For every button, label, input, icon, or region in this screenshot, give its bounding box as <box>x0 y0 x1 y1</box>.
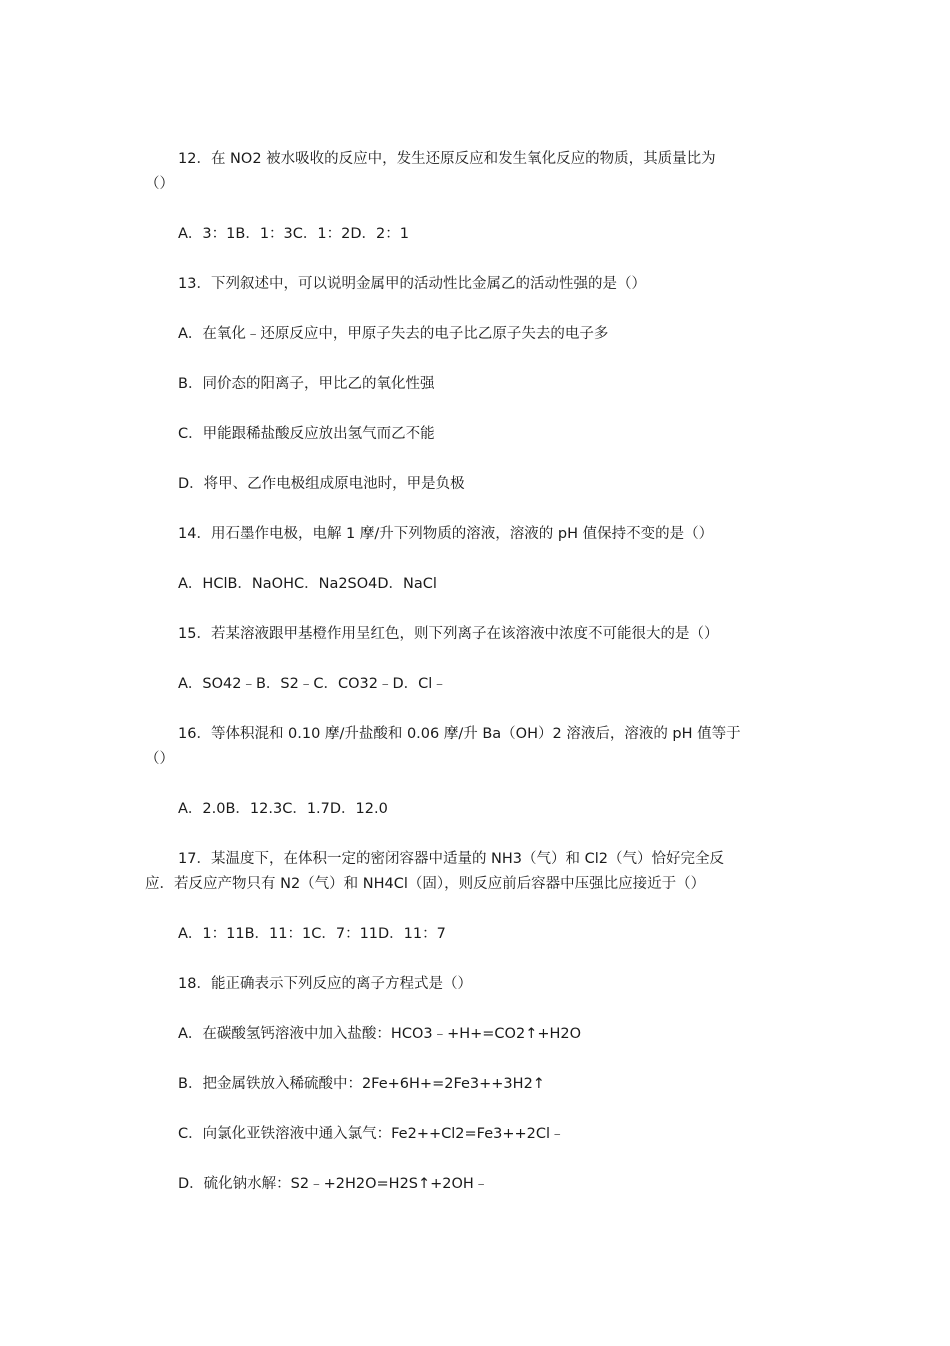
question-17-stem-line2: 应．若反应产物只有 N2（气）和 NH4Cl（固），则反应前后容器中压强比应接近于（） <box>145 876 706 892</box>
question-18-option-a: A．在碳酸氢钙溶液中加入盐酸：HCO3﹣+H+=CO2↑+H2O <box>178 1026 582 1042</box>
question-14-options: A．HClB．NaOHC．Na2SO4D．NaCl <box>178 576 437 592</box>
question-18-option-c: C．向氯化亚铁溶液中通入氯气：Fe2++Cl2=Fe3++2Cl﹣ <box>178 1126 565 1142</box>
question-16-stem-line1: 16．等体积混和 0.10 摩/升盐酸和 0.06 摩/升 Ba（OH）2 溶液后，溶液的 pH 值等于 <box>178 726 741 742</box>
question-12-stem-line1: 12．在 NO2 被水吸收的反应中，发生还原反应和发生氧化反应的物质，其质量比为 <box>178 151 716 167</box>
question-13-option-b: B．同价态的阳离子，甲比乙的氧化性强 <box>178 376 435 392</box>
question-18-stem: 18．能正确表示下列反应的离子方程式是（） <box>178 976 472 992</box>
question-14-stem: 14．用石墨作电极，电解 1 摩/升下列物质的溶液，溶液的 pH 值保持不变的是（） <box>178 526 714 542</box>
question-13-option-c: C．甲能跟稀盐酸反应放出氢气而乙不能 <box>178 426 435 442</box>
question-13-option-a: A．在氧化﹣还原反应中，甲原子失去的电子比乙原子失去的电子多 <box>178 326 609 342</box>
question-12-options: A．3：1B．1：3C．1：2D．2：1 <box>178 226 409 242</box>
question-16-options: A．2.0B．12.3C．1.7D．12.0 <box>178 801 388 817</box>
question-12-stem-line2: （） <box>145 176 174 192</box>
question-18-option-d: D．硫化钠水解：S2﹣+2H2O=H2S↑+2OH﹣ <box>178 1176 489 1192</box>
question-13-stem: 13．下列叙述中，可以说明金属甲的活动性比金属乙的活动性强的是（） <box>178 276 646 292</box>
question-17-stem-line1: 17．某温度下，在体积一定的密闭容器中适量的 NH3（气）和 Cl2（气）恰好完全反 <box>178 851 725 867</box>
question-15-options: A．SO42﹣B．S2﹣C．CO32﹣D．Cl﹣ <box>178 676 447 692</box>
question-16-stem-line2: （） <box>145 751 174 767</box>
question-18-option-b: B．把金属铁放入稀硫酸中：2Fe+6H+=2Fe3++3H2↑ <box>178 1076 545 1092</box>
question-17-options: A．1：11B．11：1C．7：11D．11：7 <box>178 926 446 942</box>
question-15-stem: 15．若某溶液跟甲基橙作用呈红色，则下列离子在该溶液中浓度不可能很大的是（） <box>178 626 719 642</box>
question-13-option-d: D．将甲、乙作电极组成原电池时，甲是负极 <box>178 476 465 492</box>
